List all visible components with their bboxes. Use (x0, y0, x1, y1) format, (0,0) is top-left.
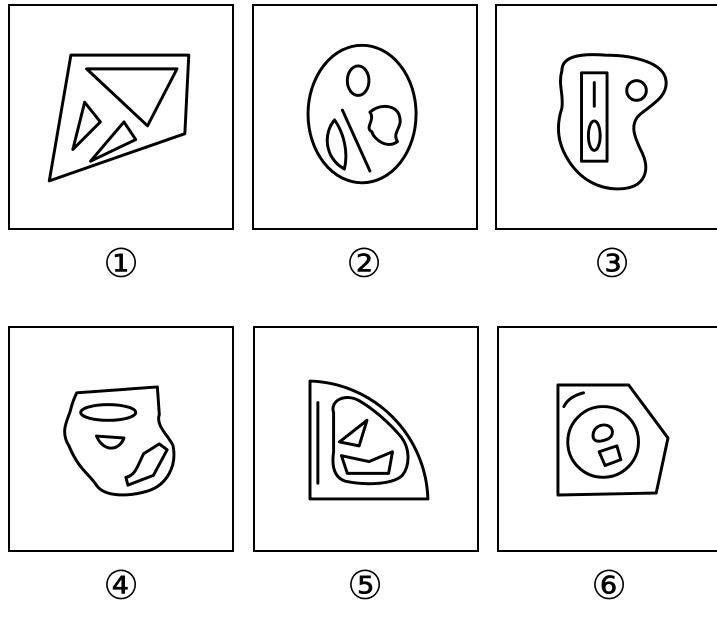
figure-panel-5 (253, 326, 479, 552)
figure-4-drawing (10, 328, 232, 550)
figure-panel-4 (8, 326, 234, 552)
figure-label-1: ① (103, 241, 139, 287)
figure-3-drawing (497, 6, 717, 228)
figure-label-3: ③ (594, 241, 630, 287)
figure-6-drawing (499, 328, 717, 550)
figure-2-drawing (254, 6, 476, 228)
figure-label-4: ④ (103, 563, 139, 609)
figure-5-drawing (255, 328, 477, 550)
figure-panel-3 (495, 4, 717, 230)
figure-panel-2 (252, 4, 478, 230)
figure-1-drawing (10, 6, 232, 228)
figure-panel-1 (8, 4, 234, 230)
figure-label-6: ⑥ (591, 563, 627, 609)
figure-label-5: ⑤ (347, 563, 383, 609)
figure-label-2: ② (346, 241, 382, 287)
figure-panel-6 (497, 326, 717, 552)
